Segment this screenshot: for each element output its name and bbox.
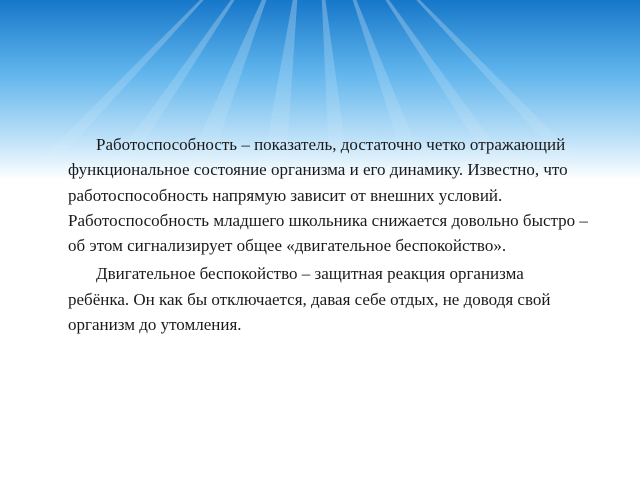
paragraph-1: Работоспособность – показатель, достаточно четко отражающий функциональное состояние организма и его динамику. Известно, что работоспособность напрямую зависит от внешних условий. Работоспособность младшего школьника снижается довольно быстро – об этом сигнализирует общее «двигательное беспокойство».: [68, 135, 588, 256]
slide-text: [68, 132, 588, 340]
paragraph-2: Двигательное беспокойство – защитная реакция организма ребёнка. Он как бы отключается, давая себе отдых, не доводя свой организм до утомления.: [68, 264, 551, 335]
